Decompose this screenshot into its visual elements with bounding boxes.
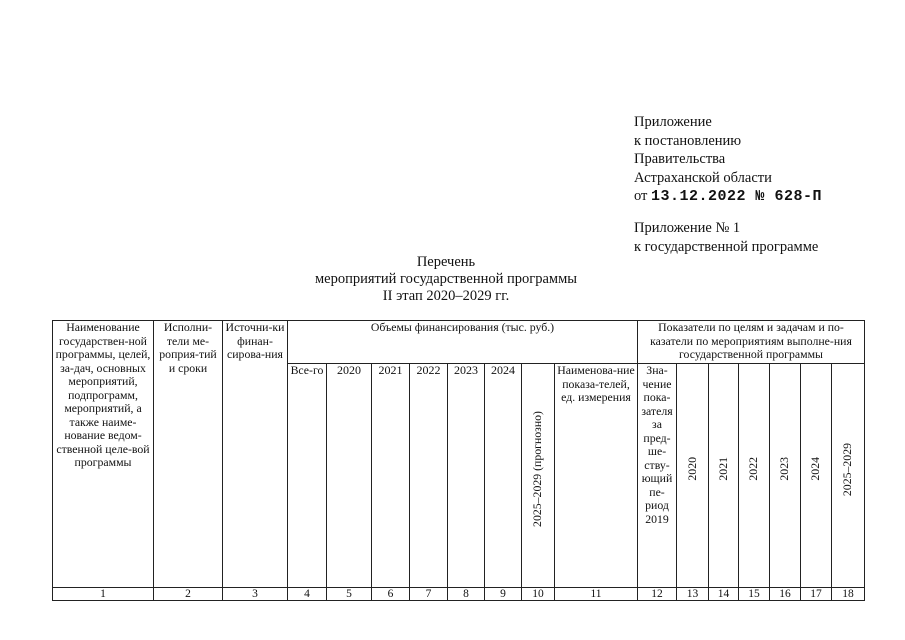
header-executors: Исполни-тели ме-роприя-тий и сроки <box>154 321 223 588</box>
header-indicator-year-cell <box>709 364 739 588</box>
header-indicators-group: Показатели по целям и задачам и по-казатели по мероприятиям выполне-ния государственной программы <box>638 321 865 364</box>
document-title <box>300 254 592 305</box>
header-indicator-year: 2024 <box>808 457 823 481</box>
header-name: Наименование государствен-ной программы, целей, за-дач, основных мероприятий, подпрограмм, мероприятий, а также наиме-нование ведом-ственной целе-вой программы <box>53 321 154 588</box>
header-indicator-year-cell <box>677 364 709 588</box>
appendix-line: к постановлению <box>634 132 742 149</box>
header-indicator-year: 2025–2029 <box>840 442 855 496</box>
column-number: 10 <box>522 588 555 601</box>
header-total: Все-го <box>288 364 327 588</box>
title-line: мероприятий государственной программы <box>315 271 577 287</box>
column-number: 5 <box>327 588 372 601</box>
appendix2-line: к государственной программе <box>634 238 819 255</box>
header-indicator-year-cell <box>832 364 865 588</box>
header-indicator-year: 2023 <box>777 457 792 481</box>
column-number: 11 <box>555 588 638 601</box>
header-funding-group: Объемы финансирования (тыс. руб.) <box>288 321 638 364</box>
header-funding-year: 2023 <box>448 364 485 588</box>
header-sources: Источни-ки финан-сирова-ния <box>223 321 288 588</box>
header-funding-year: 2024 <box>485 364 522 588</box>
appendix-line: Астраханской области <box>634 169 772 186</box>
date-stamp: 13.12.2022 № 628-П <box>651 188 823 205</box>
column-number: 13 <box>677 588 709 601</box>
column-number: 7 <box>410 588 448 601</box>
column-number: 4 <box>288 588 327 601</box>
column-number: 18 <box>832 588 865 601</box>
header-funding-year: 2021 <box>372 364 410 588</box>
appendix-date-line <box>634 187 822 207</box>
column-number: 1 <box>53 588 154 601</box>
column-number: 12 <box>638 588 677 601</box>
header-funding-year: 2022 <box>410 364 448 588</box>
appendix2-block <box>634 219 818 256</box>
header-funding-year: 2020 <box>327 364 372 588</box>
header-indicator-year: 2021 <box>715 457 730 481</box>
header-forecast: 2025–2029 (прогнозно) <box>530 411 545 528</box>
header-indicator-year-cell <box>801 364 832 588</box>
column-number: 6 <box>372 588 410 601</box>
appendix-block <box>634 113 822 207</box>
column-number: 16 <box>770 588 801 601</box>
header-indicator-year: 2020 <box>684 457 699 481</box>
header-indicator-year-cell <box>739 364 770 588</box>
appendix2-line: Приложение № 1 <box>634 220 741 236</box>
appendix-line: Приложение <box>634 114 712 130</box>
title-line: Перечень <box>416 254 476 270</box>
appendix-line: Правительства <box>634 151 726 167</box>
header-indicator-value: Зна-чение пока-зателя за пред-ше-ству-ющий пе-риод 2019 <box>638 364 677 588</box>
date-prefix: от <box>634 188 648 204</box>
column-number: 14 <box>709 588 739 601</box>
program-table <box>52 320 865 601</box>
column-number: 15 <box>739 588 770 601</box>
column-number: 2 <box>154 588 223 601</box>
header-forecast-cell <box>522 364 555 588</box>
header-indicator-year-cell <box>770 364 801 588</box>
column-number: 17 <box>801 588 832 601</box>
column-number: 9 <box>485 588 522 601</box>
column-number: 8 <box>448 588 485 601</box>
header-indicator-name: Наименова-ние показа-телей, ед. измерения <box>555 364 638 588</box>
title-line: II этап 2020–2029 гг. <box>382 288 510 304</box>
header-indicator-year: 2022 <box>746 457 761 481</box>
column-number: 3 <box>223 588 288 601</box>
